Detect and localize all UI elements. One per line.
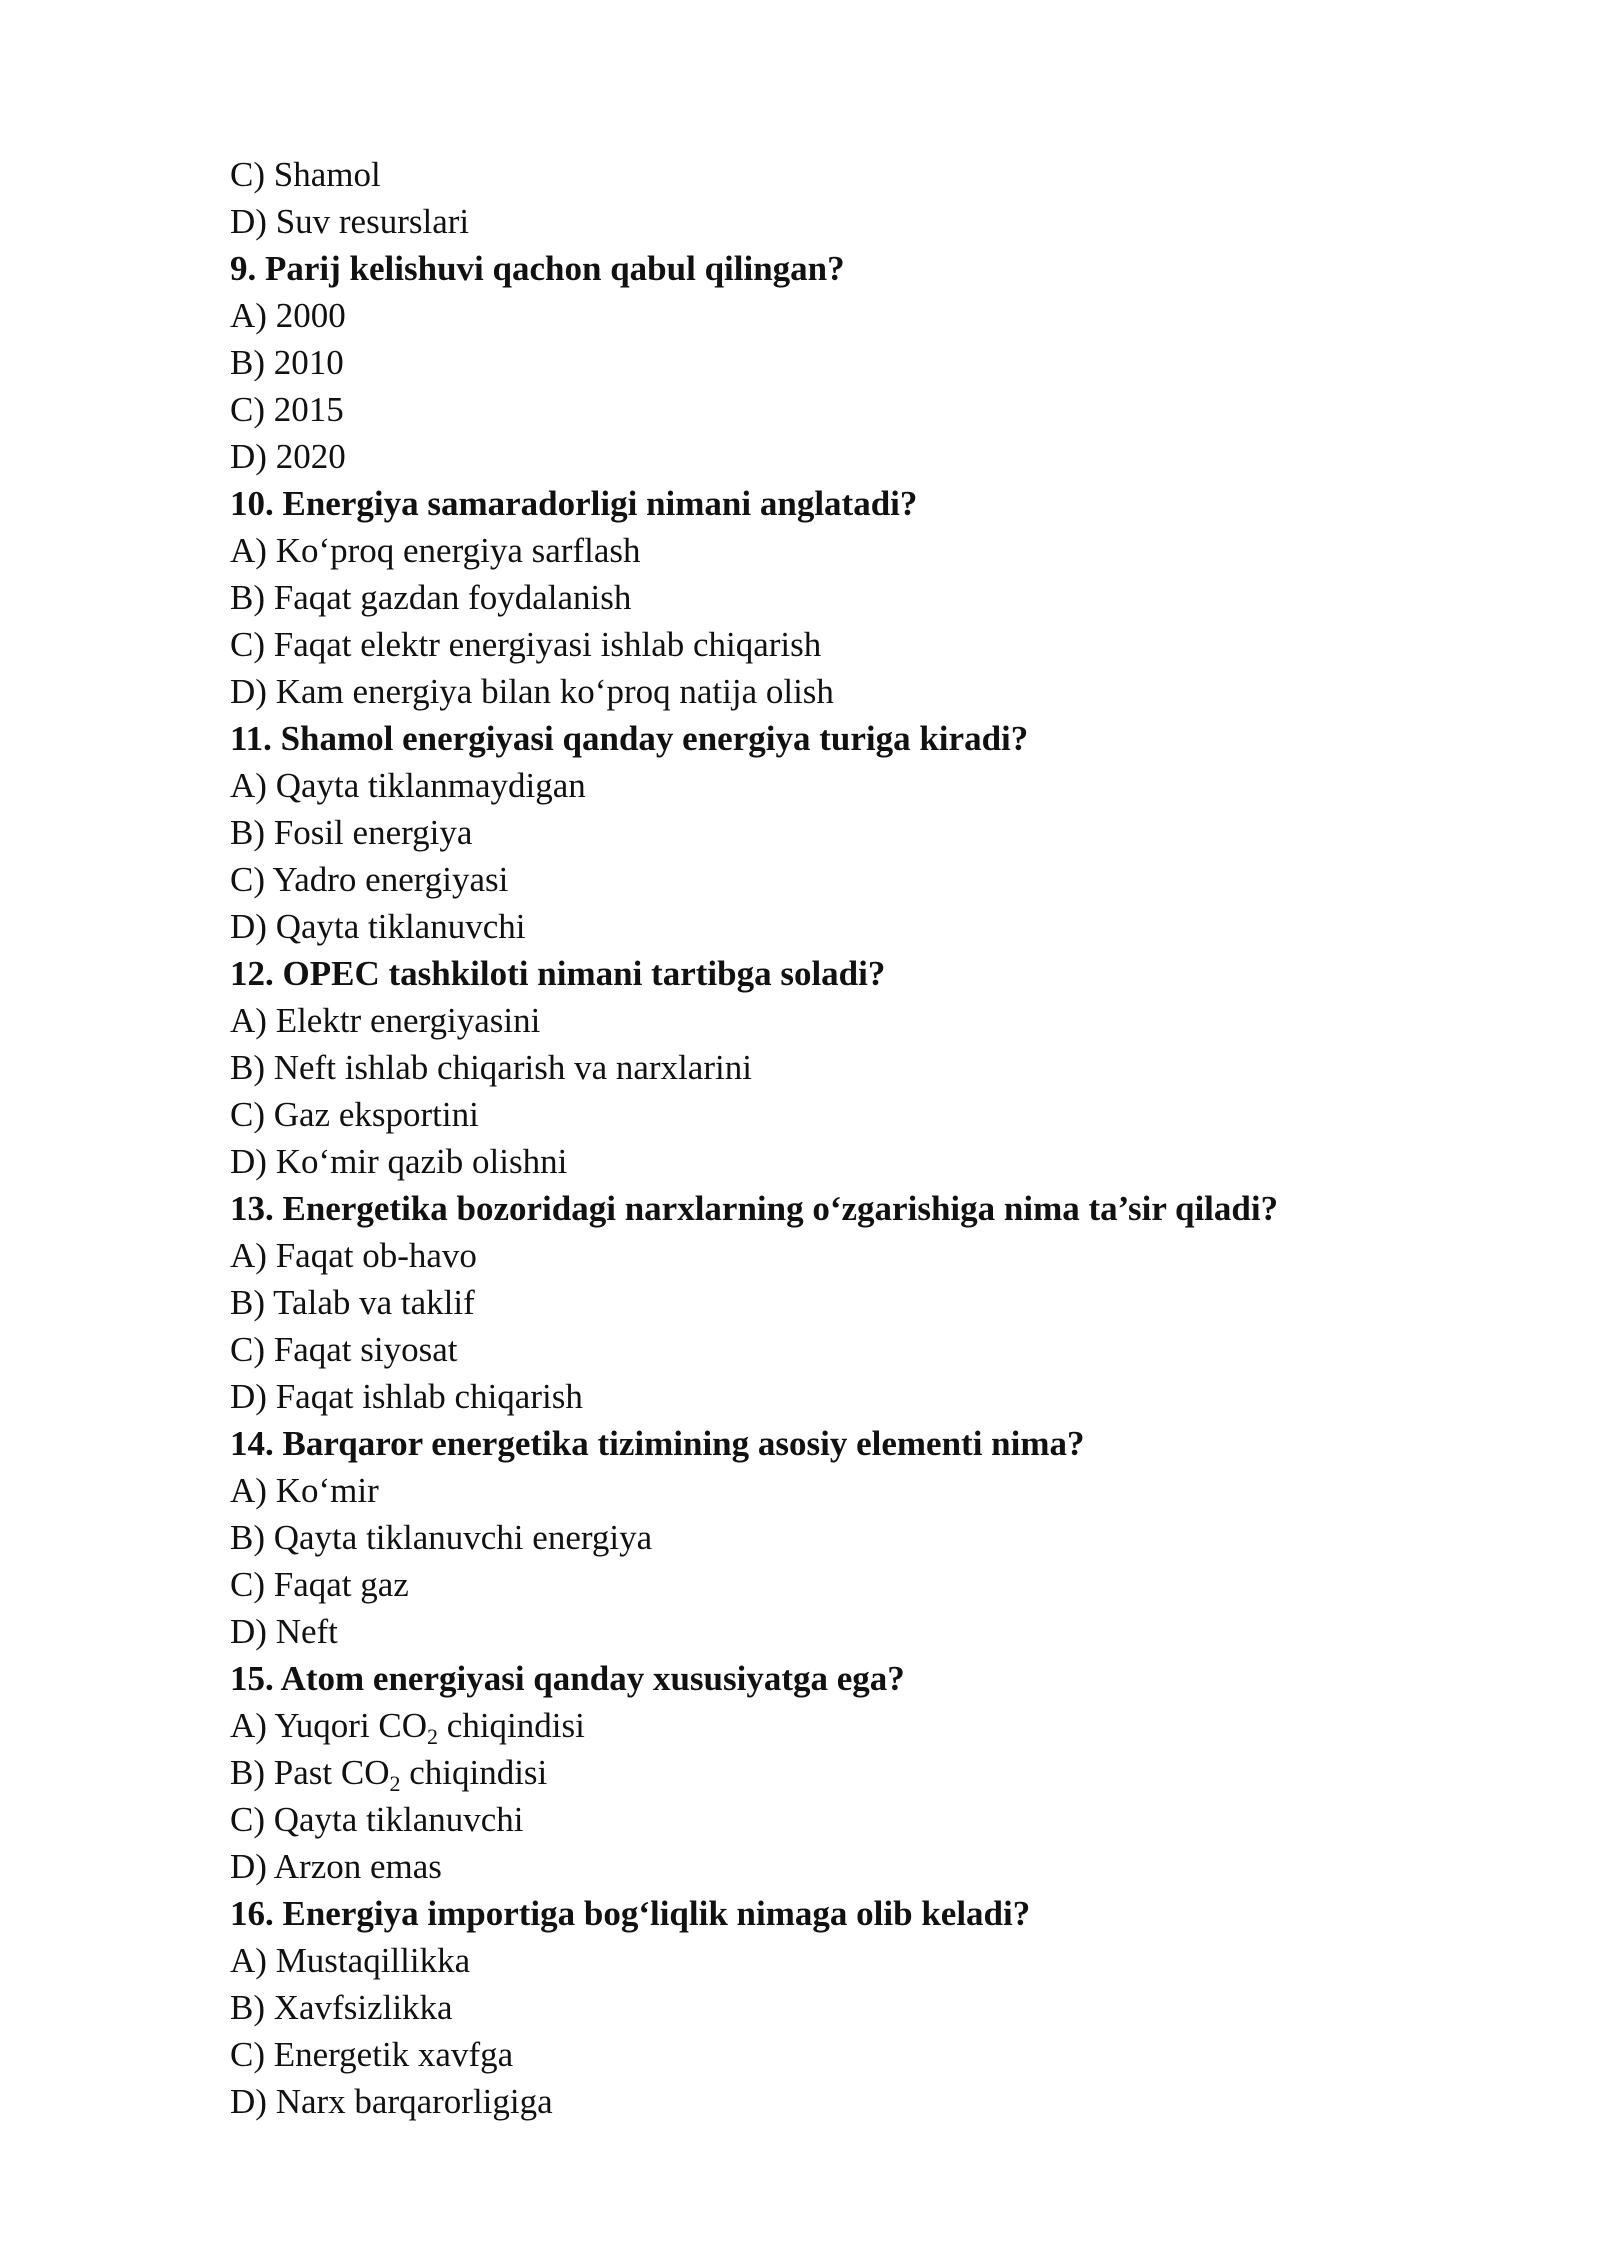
option-letter: D) xyxy=(230,1847,267,1886)
question-heading xyxy=(230,1185,1470,1232)
option-line xyxy=(230,1373,1470,1420)
option-letter: C) xyxy=(230,860,265,899)
option-letter: D) xyxy=(230,202,267,241)
question-block xyxy=(230,1420,1470,1655)
option-line xyxy=(230,903,1470,950)
option-line xyxy=(230,1326,1470,1373)
option-letter: D) xyxy=(230,437,267,476)
option-text: Faqat siyosat xyxy=(273,1330,458,1369)
option-text: Neft xyxy=(275,1612,338,1651)
option-line xyxy=(230,2031,1470,2078)
option-line xyxy=(230,1937,1470,1984)
option-text-after: chiqindisi xyxy=(438,1706,585,1745)
option-text: Past CO xyxy=(273,1753,390,1792)
question-number: 11. xyxy=(230,719,272,758)
question-heading xyxy=(230,1890,1470,1937)
option-letter: B) xyxy=(230,1988,265,2027)
option-line xyxy=(230,1279,1470,1326)
option-letter: D) xyxy=(230,1142,267,1181)
option-letter: B) xyxy=(230,813,265,852)
question-text: Energiya samaradorligi nimani anglatadi? xyxy=(282,484,918,523)
question-number: 13. xyxy=(230,1189,274,1228)
question-heading xyxy=(230,245,1470,292)
option-letter: B) xyxy=(230,1753,265,1792)
option-letter: C) xyxy=(230,1800,265,1839)
option-letter: B) xyxy=(230,1518,265,1557)
option-text: Qayta tiklanmaydigan xyxy=(275,766,586,805)
option-text: Mustaqillikka xyxy=(275,1941,471,1980)
question-text: Parij kelishuvi qachon qabul qilingan? xyxy=(265,249,845,288)
option-line xyxy=(230,668,1470,715)
option-line xyxy=(230,997,1470,1044)
option-line xyxy=(230,856,1470,903)
quiz-page xyxy=(230,151,1470,2125)
option-text: Faqat gaz xyxy=(273,1565,409,1604)
option-letter: A) xyxy=(230,1001,267,1040)
option-line xyxy=(230,1843,1470,1890)
question-block xyxy=(230,245,1470,480)
option-letter: B) xyxy=(230,1283,265,1322)
option-letter: C) xyxy=(230,390,265,429)
option-line xyxy=(230,1984,1470,2031)
option-text: Suv resurslari xyxy=(275,202,470,241)
option-text: Qayta tiklanuvchi xyxy=(275,907,526,946)
option-letter: D) xyxy=(230,2082,267,2121)
option-line xyxy=(230,1561,1470,1608)
option-line xyxy=(230,386,1470,433)
question-number: 14. xyxy=(230,1424,274,1463)
question-number: 9. xyxy=(230,249,257,288)
question-block xyxy=(230,1185,1470,1420)
option-letter: A) xyxy=(230,766,267,805)
option-text: Neft ishlab chiqarish va narxlarini xyxy=(273,1048,752,1087)
option-letter: B) xyxy=(230,1048,265,1087)
option-line xyxy=(230,1749,1470,1796)
option-letter: C) xyxy=(230,1095,265,1134)
option-text: Yuqori CO xyxy=(274,1706,428,1745)
question-heading xyxy=(230,1420,1470,1467)
option-letter: A) xyxy=(230,1236,267,1275)
option-line xyxy=(230,1232,1470,1279)
question-text: Atom energiyasi qanday xususiyatga ega? xyxy=(280,1659,905,1698)
option-letter: B) xyxy=(230,578,265,617)
option-letter: D) xyxy=(230,672,267,711)
option-line xyxy=(230,151,1470,198)
option-line xyxy=(230,809,1470,856)
question-heading xyxy=(230,950,1470,997)
question-heading xyxy=(230,1655,1470,1702)
question-text: Barqaror energetika tizimining asosiy elementi nima? xyxy=(282,1424,1085,1463)
option-line xyxy=(230,198,1470,245)
subscript: 2 xyxy=(427,1724,439,1749)
option-line xyxy=(230,527,1470,574)
option-letter: C) xyxy=(230,1330,265,1369)
option-line xyxy=(230,1796,1470,1843)
question-block xyxy=(230,1655,1470,1890)
question-heading xyxy=(230,715,1470,762)
option-text: Ko‘mir qazib olishni xyxy=(275,1142,568,1181)
option-text: Shamol xyxy=(273,155,381,194)
option-text: Faqat gazdan foydalanish xyxy=(273,578,632,617)
option-letter: C) xyxy=(230,155,265,194)
option-text: 2020 xyxy=(275,437,346,476)
option-letter: A) xyxy=(230,296,267,335)
option-line xyxy=(230,2078,1470,2125)
option-line xyxy=(230,762,1470,809)
option-text: Talab va taklif xyxy=(273,1283,475,1322)
option-text: Arzon emas xyxy=(273,1847,442,1886)
option-text: Qayta tiklanuvchi xyxy=(273,1800,524,1839)
option-text: Qayta tiklanuvchi energiya xyxy=(273,1518,653,1557)
question-text: Shamol energiyasi qanday energiya turiga kiradi? xyxy=(280,719,1029,758)
question-text: Energetika bozoridagi narxlarning o‘zgarishiga nima ta’sir qiladi? xyxy=(282,1189,1279,1228)
option-line xyxy=(230,621,1470,668)
subscript: 2 xyxy=(389,1771,401,1796)
lead-options xyxy=(230,151,1470,245)
option-text: 2000 xyxy=(275,296,346,335)
option-line xyxy=(230,1091,1470,1138)
option-line xyxy=(230,1044,1470,1091)
option-text: Xavfsizlikka xyxy=(273,1988,453,2027)
question-number: 12. xyxy=(230,954,274,993)
option-line xyxy=(230,1467,1470,1514)
question-number: 10. xyxy=(230,484,274,523)
question-block xyxy=(230,1890,1470,2125)
option-letter: D) xyxy=(230,1612,267,1651)
option-text: Kam energiya bilan ko‘proq natija olish xyxy=(275,672,834,711)
option-line xyxy=(230,1514,1470,1561)
option-letter: B) xyxy=(230,343,265,382)
option-text: Faqat ishlab chiqarish xyxy=(275,1377,583,1416)
option-line xyxy=(230,1608,1470,1655)
question-heading xyxy=(230,480,1470,527)
option-text: Fosil energiya xyxy=(273,813,473,852)
option-letter: A) xyxy=(230,1706,267,1745)
option-letter: D) xyxy=(230,1377,267,1416)
option-text: 2015 xyxy=(273,390,344,429)
option-line xyxy=(230,292,1470,339)
option-letter: A) xyxy=(230,1471,267,1510)
option-text: Ko‘mir xyxy=(275,1471,379,1510)
option-text: Energetik xavfga xyxy=(273,2035,514,2074)
option-line xyxy=(230,574,1470,621)
option-text: 2010 xyxy=(273,343,344,382)
option-letter: C) xyxy=(230,625,265,664)
option-line xyxy=(230,1702,1470,1749)
question-number: 15. xyxy=(230,1659,274,1698)
question-block xyxy=(230,715,1470,950)
option-letter: C) xyxy=(230,1565,265,1604)
option-letter: A) xyxy=(230,1941,267,1980)
question-block xyxy=(230,950,1470,1185)
option-line xyxy=(230,433,1470,480)
option-letter: A) xyxy=(230,531,267,570)
option-line xyxy=(230,1138,1470,1185)
option-text-after: chiqindisi xyxy=(400,1753,548,1792)
option-text: Faqat ob-havo xyxy=(275,1236,477,1275)
question-text: Energiya importiga bog‘liqlik nimaga olib keladi? xyxy=(282,1894,1031,1933)
question-number: 16. xyxy=(230,1894,274,1933)
question-text: OPEC tashkiloti nimani tartibga soladi? xyxy=(282,954,886,993)
question-block xyxy=(230,480,1470,715)
option-text: Ko‘proq energiya sarflash xyxy=(275,531,641,570)
option-text: Yadro energiyasi xyxy=(272,860,509,899)
option-text: Elektr energiyasini xyxy=(275,1001,541,1040)
option-line xyxy=(230,339,1470,386)
option-text: Gaz eksportini xyxy=(273,1095,479,1134)
option-text: Faqat elektr energiyasi ishlab chiqarish xyxy=(273,625,822,664)
option-text: Narx barqarorligiga xyxy=(275,2082,553,2121)
option-letter: D) xyxy=(230,907,267,946)
option-letter: C) xyxy=(230,2035,265,2074)
